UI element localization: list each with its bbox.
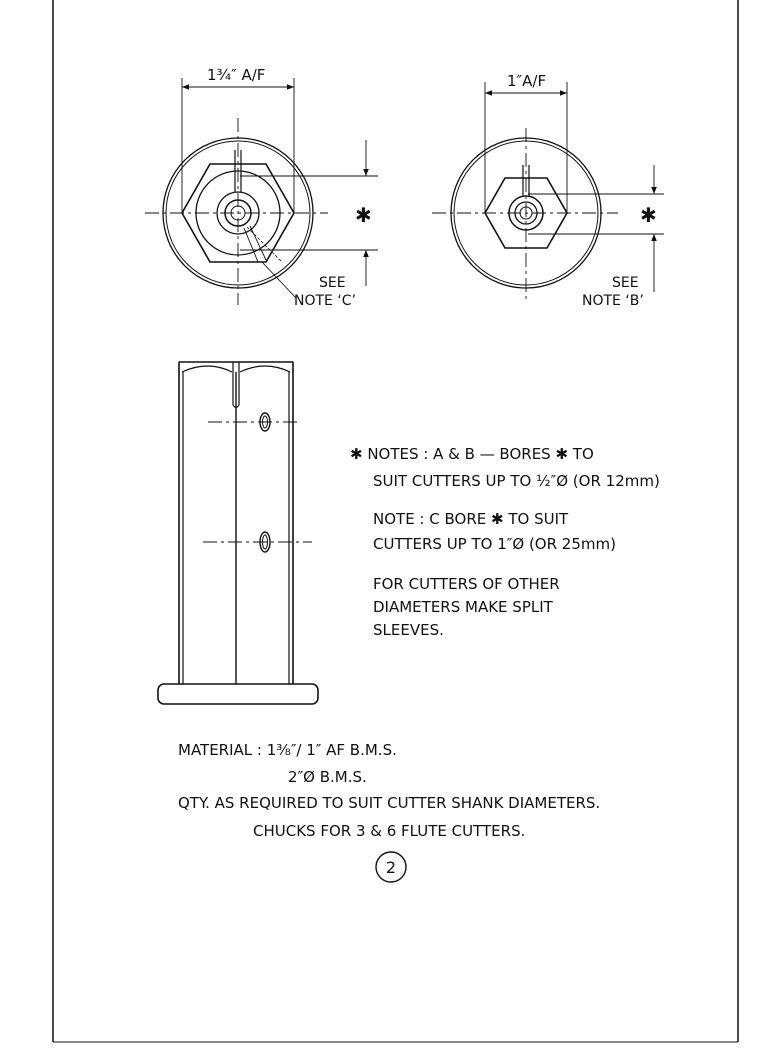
notes-line-2: SUIT CUTTERS UP TO ½″Ø (OR 12mm)	[373, 472, 660, 490]
material-line-2: 2″Ø B.M.S.	[288, 768, 367, 786]
notes-line-4: CUTTERS UP TO 1″Ø (OR 25mm)	[373, 535, 616, 553]
right-end-view	[432, 82, 664, 300]
notes-line-6: DIAMETERS MAKE SPLIT	[373, 598, 553, 616]
left-width-dimension: 1¾″ A/F	[207, 66, 266, 84]
right-bore-mark: ✱	[640, 203, 657, 227]
right-see-note-line1: SEE	[612, 275, 639, 291]
notes-line-1: ✱ NOTES : A & B — BORES ✱ TO	[350, 445, 594, 463]
material-block	[178, 741, 600, 840]
left-see-note-line1: SEE	[319, 275, 346, 291]
left-see-note-line2: NOTE ‘C’	[294, 293, 357, 309]
right-width-dimension: 1″A/F	[507, 72, 547, 90]
sheet-number: 2	[385, 858, 397, 877]
qty-line: QTY. AS REQUIRED TO SUIT CUTTER SHANK DIAMETERS.	[178, 794, 601, 812]
left-bore-mark: ✱	[355, 203, 372, 227]
notes-line-5: FOR CUTTERS OF OTHER	[373, 575, 560, 593]
notes-line-3: NOTE : C BORE ✱ TO SUIT	[373, 510, 569, 528]
chucks-line: CHUCKS FOR 3 & 6 FLUTE CUTTERS.	[253, 822, 526, 840]
left-end-view	[145, 78, 378, 305]
material-line-1: MATERIAL : 1⅜″/ 1″ AF B.M.S.	[178, 741, 397, 759]
right-see-note-line2: NOTE ‘B’	[582, 293, 644, 309]
notes-block	[350, 445, 660, 639]
side-view	[158, 362, 318, 704]
notes-line-7: SLEEVES.	[373, 621, 444, 639]
